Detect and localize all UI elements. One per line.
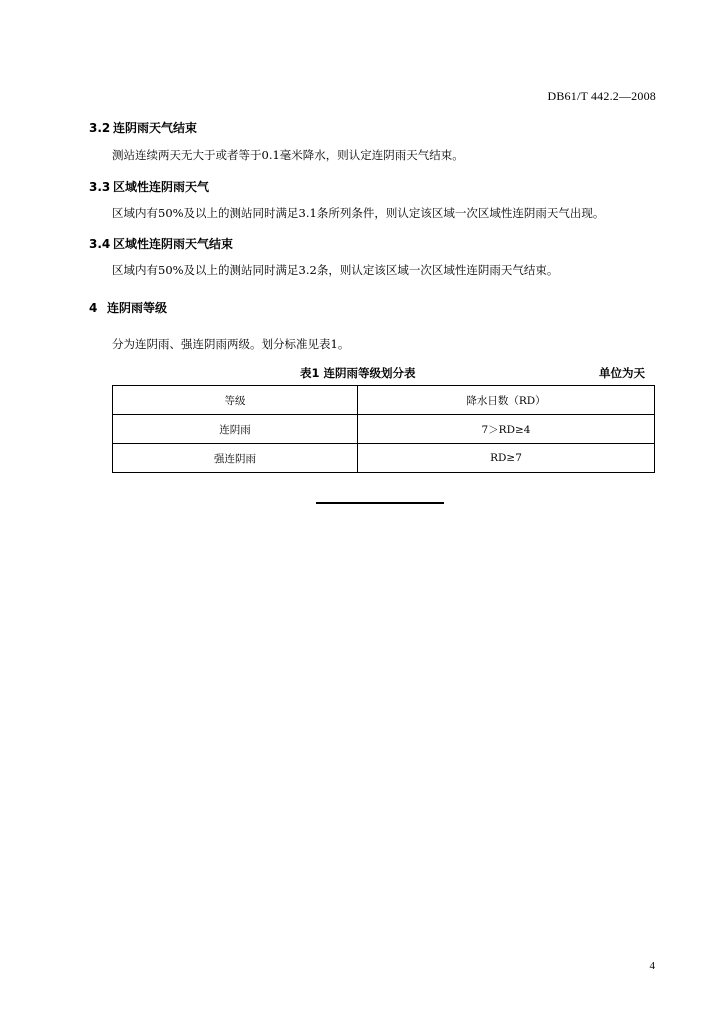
section-number: 3.3: [89, 180, 111, 194]
section-heading-3-4: [89, 235, 233, 252]
section-heading-3-2: [89, 119, 197, 136]
table-unit: 单位为天: [599, 366, 645, 380]
end-of-document-rule: [316, 502, 444, 504]
section-number: 4: [89, 301, 98, 315]
section-body-3-4: 区域内有50%及以上的测站同时满足3.2条，则认定该区域一次区域性连阴雨天气结束。: [112, 263, 559, 277]
section-body-3-2: 测站连续两天无大于或者等于0.1毫米降水，则认定连阴雨天气结束。: [112, 148, 464, 162]
page-number: 4: [649, 960, 655, 972]
section-body-3-3: 区域内有50%及以上的测站同时满足3.1条所列条件，则认定该区域一次区域性连阴雨天气出现。: [112, 206, 605, 220]
section-number: 3.4: [89, 237, 111, 251]
table-cell: 7＞RD≥4: [358, 415, 655, 444]
section-title: 连阴雨天气结束: [113, 121, 198, 135]
grade-table: [112, 385, 655, 473]
document-code: DB61/T 442.2—2008: [547, 89, 656, 103]
table-cell: RD≥7: [358, 444, 655, 473]
section-title: 区域性连阴雨天气: [113, 180, 210, 194]
section-number: 3.2: [89, 121, 111, 135]
section-title: 区域性连阴雨天气结束: [113, 237, 234, 251]
table-caption: 表1 连阴雨等级划分表: [300, 366, 416, 380]
table-cell: 连阴雨: [113, 415, 358, 444]
section-title: 连阴雨等级: [107, 301, 168, 315]
table-header-cell: 降水日数（RD）: [358, 386, 655, 415]
section-heading-3-3: [89, 178, 209, 195]
table-row: [113, 444, 655, 473]
table-cell: 强连阴雨: [113, 444, 358, 473]
table-header-cell: 等级: [113, 386, 358, 415]
section-body-4: 分为连阴雨、强连阴雨两级。划分标准见表1。: [112, 337, 350, 351]
section-heading-4: [89, 299, 167, 316]
table-header-row: [113, 386, 655, 415]
table-row: [113, 415, 655, 444]
